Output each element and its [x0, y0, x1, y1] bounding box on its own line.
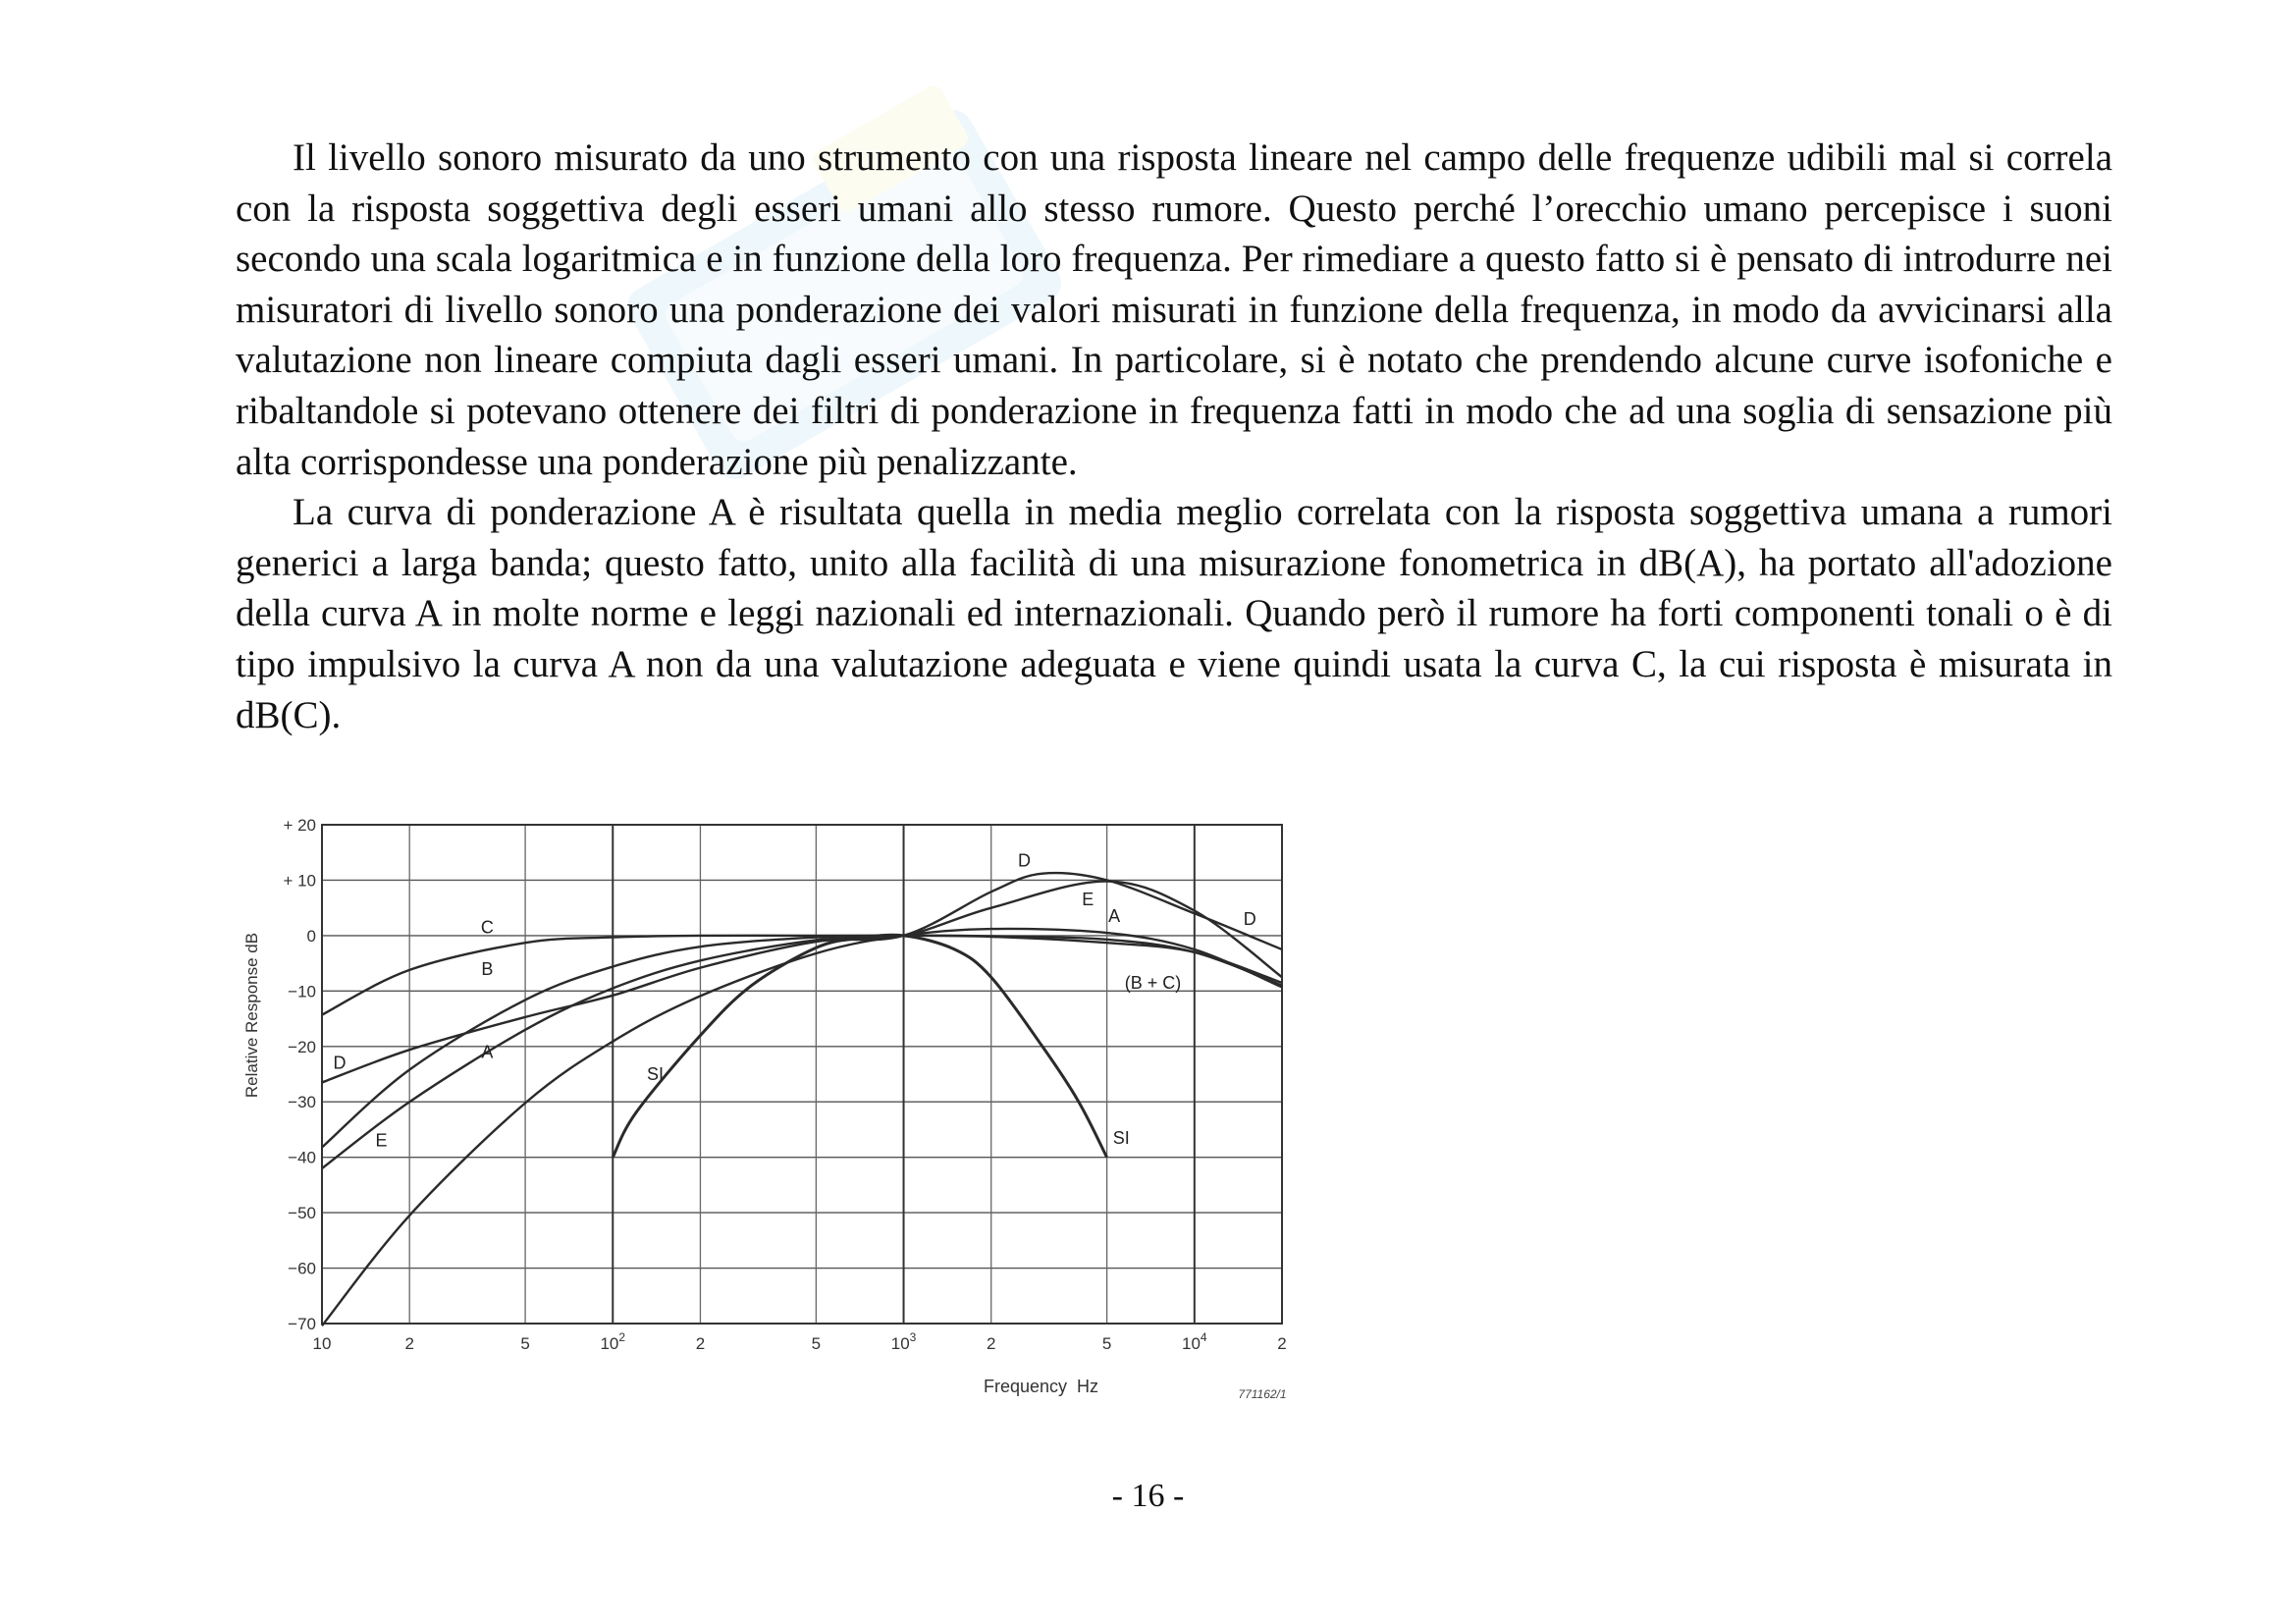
weighting-curves-chart [236, 803, 1315, 1402]
x-tick-label: 2 [695, 1334, 706, 1353]
paragraph-2: La curva di ponderazione A è risultata quella in media meglio correlata con la risposta soggettiva umana a rumori generici a larga banda; questo fatto, unito alla facilità di una misurazione fonometrica in dB(A), ha portato all'adozione della curva A in molte norme e leggi nazionali ed internazionali. Quando però il rumore ha forti componenti tonali o è di tipo impulsivo la curva A non da una valutazione adeguata e viene quindi usata la curva C, la cui risposta è misurata in dB(C). [236, 491, 2112, 736]
curve-label: D [1243, 908, 1256, 929]
y-tick-label: + 10 [283, 871, 316, 891]
curve-labels [333, 851, 1255, 1151]
plot-frame [322, 825, 1282, 1324]
y-tick-label: 0 [306, 926, 316, 946]
series-curve-e [322, 882, 1282, 1168]
series-curve-b [322, 936, 1282, 1148]
x-tick-label: 2 [986, 1334, 996, 1353]
y-tick-label: −60 [288, 1259, 316, 1278]
paragraph-1: Il livello sonoro misurato da uno strumento con una risposta lineare nel campo delle frequenze udibili mal si correla con la risposta soggettiva degli esseri umani allo stesso rumore. Questo perché l’orecchio umano percepisce i suoni secondo una scala logaritmica e in funzione della loro frequenza. Per rimediare a questo fatto si è pensato di introdurre nei misuratori di livello sonoro una ponderazione dei valori misurati in funzione della frequenza, in modo da avvicinarsi alla valutazione non lineare compiuta dagli esseri umani. In particolare, si è notato che prendendo alcune curve isofoniche e ribaltandole si potevano ottenere dei filtri di ponderazione in frequenza fatti in modo che ad una soglia di sensazione più alta corrispondesse una ponderazione più penalizzante. [236, 136, 2112, 483]
curve-label: (B + C) [1124, 972, 1182, 993]
y-tick-labels [283, 816, 316, 1333]
y-tick-label: + 20 [283, 816, 316, 835]
page-number: - 16 - [1111, 1478, 1185, 1514]
x-tick-label: 2 [1277, 1334, 1287, 1353]
x-tick-label: 2 [404, 1334, 414, 1353]
y-tick-label: −20 [288, 1037, 316, 1056]
curve-label: E [1082, 890, 1095, 910]
y-tick-label: −50 [288, 1204, 316, 1223]
figure-code: 771162/1 [1238, 1387, 1287, 1401]
y-tick-label: −30 [288, 1093, 316, 1112]
curve-label: D [1017, 850, 1031, 871]
curve-label: B [481, 958, 494, 979]
curve-label: C [480, 917, 494, 938]
y-tick-label: −70 [288, 1315, 316, 1333]
x-tick-label: 5 [811, 1334, 822, 1353]
chart-series [322, 873, 1282, 1325]
x-tick-label: $10^3$ [890, 1330, 917, 1353]
y-tick-label: −10 [288, 982, 316, 1001]
x-tick-label: 5 [520, 1334, 530, 1353]
x-tick-label: 5 [1101, 1334, 1112, 1353]
y-axis-label: Relative Response dB [242, 932, 261, 1099]
x-tick-label: 10 [312, 1334, 332, 1353]
curve-label: SI [1112, 1127, 1130, 1148]
y-tick-label: −40 [288, 1148, 316, 1167]
x-tick-labels [313, 1330, 1287, 1353]
x-tick-label: $10^2$ [600, 1330, 626, 1353]
curve-label: E [375, 1130, 388, 1151]
curve-label: A [1108, 906, 1121, 927]
chart-svg [236, 803, 1315, 1402]
curve-label: A [481, 1042, 494, 1062]
x-tick-label: $10^4$ [1182, 1330, 1207, 1353]
curve-label: D [333, 1053, 347, 1073]
body-text [236, 133, 2112, 740]
chart-grid [322, 825, 1282, 1324]
x-axis-label: Frequency Hz [984, 1377, 1099, 1396]
curve-label: SI [647, 1064, 665, 1084]
